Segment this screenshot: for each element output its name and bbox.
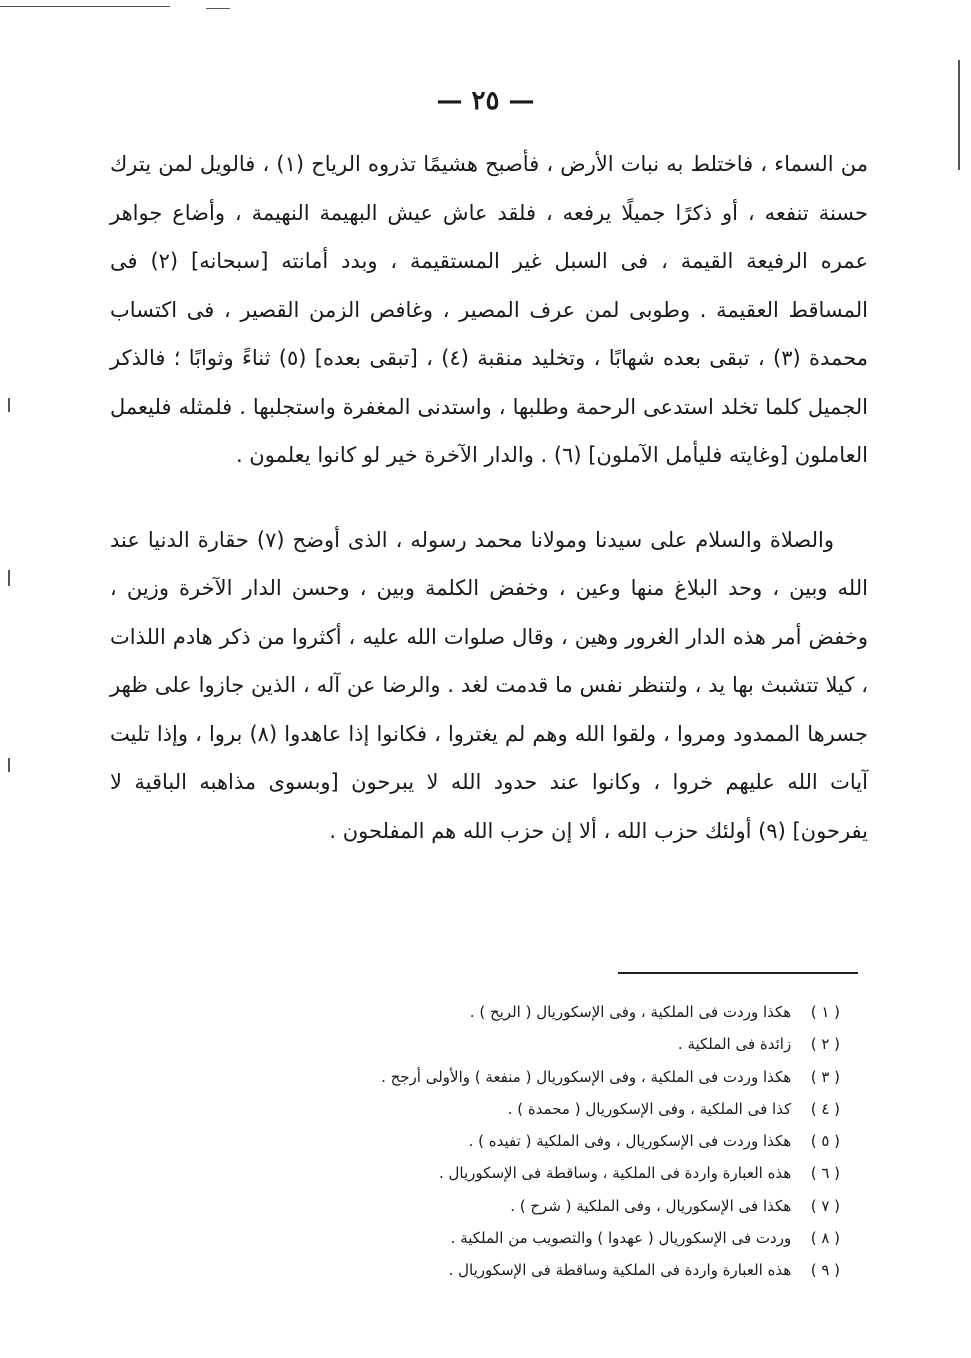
footnote-item — [200, 1093, 840, 1125]
main-text — [110, 140, 868, 855]
footnote-number: ( ٦ ) — [810, 1164, 840, 1183]
footnote-number: ( ٢ ) — [810, 1035, 840, 1054]
footnote-divider — [618, 972, 858, 974]
footnote-item — [200, 996, 840, 1028]
footnote-number: ( ١ ) — [810, 1003, 840, 1021]
footnote-item — [200, 1028, 840, 1060]
scan-line-top — [206, 8, 230, 9]
footnotes-list — [200, 996, 840, 1287]
paragraph-1: من السماء ، فاختلط به نبات الأرض ، فأصبح هشيمًا تذروه الرياح (١) ، فالويل لمن يترك حسنة تنفعه ، أو ذكرًا جميلًا يرفعه ، فلقد عاش عيش البهيمة النهيمة ، وأضاع جواهر عمره الرفيعة القيمة ، فى السبل غير المستقيمة ، وبدد أمانته [سبحانه] (٢) فى المساقط العقيمة . وطوبى لمن عرف المصير ، وغافص الزمن القصير ، فى اكتساب محمدة (٣) ، تبقى بعده شهابًا ، وتخليد منقبة (٤) ، [تبقى بعده] (٥) ثناءً وثوابًا ؛ فالذكر الجميل كلما تخلد استدعى الرحمة وطلبها ، واستدنى المغفرة واستجلبها . فلمثله فليعمل العاملون [وغايته فليأمل الآملون] (٦) . والدار الآخرة خير لو كانوا يعلمون . — [110, 152, 868, 467]
footnote-number: ( ٩ ) — [810, 1261, 840, 1280]
footnote-number: ( ٣ ) — [810, 1067, 840, 1086]
footnote-item — [200, 1190, 840, 1222]
scan-mark-left-3 — [8, 758, 10, 772]
footnote-text: هكذا وردت فى الملكية ، وفى الإسكوريال ( الريح ) . — [469, 1003, 792, 1021]
footnote-number: ( ٤ ) — [810, 1099, 840, 1118]
footnote-item — [200, 1125, 840, 1157]
scan-mark-left-2 — [8, 570, 10, 586]
footnote-number: ( ٥ ) — [810, 1132, 840, 1151]
footnote-text: هذه العبارة واردة فى الملكية وساقطة فى الإسكوريال . — [448, 1261, 792, 1280]
footnote-item — [200, 1061, 840, 1093]
footnote-number: ( ٧ ) — [810, 1196, 840, 1215]
footnote-text: هكذا وردت فى الملكية ، وفى الإسكوريال ( منفعة ) والأولى أرجح . — [381, 1067, 792, 1086]
footnote-text: وردت فى الإسكوريال ( عهدوا ) والتصويب من الملكية . — [450, 1229, 792, 1248]
footnote-text: زائدة فى الملكية . — [677, 1035, 792, 1054]
footnote-text: هكذا فى الإسكوريال ، وفى الملكية ( شرح ) . — [510, 1196, 792, 1215]
paragraph-2: والصلاة والسلام على سيدنا ومولانا محمد رسوله ، الذى أوضح (٧) حقارة الدنيا عند الله وبين ، وحد البلاغ منها وعين ، وخفض الكلمة وبين ، وحسن الدار الآخرة وزين ، وخفض أمر هذه الدار الغرور وهين ، وقال صلوات الله عليه ، أكثروا من ذكر هادم اللذات ، كيلا تتشبث بها يد ، ولتنظر نفس ما قدمت لغد . والرضا عن آله ، الذين جازوا على ظهر جسرها الممدود ومروا ، ولقوا الله وهم لم يغتروا ، فكانوا إذا عاهدوا (٨) بروا ، وإذا تليت آيات الله عليهم خروا ، وكانوا عند حدود الله لا يبرحون [وبسوى مذاهبه الباقية لا يفرحون] (٩) أولئك حزب الله ، ألا إن حزب الله هم المفلحون . — [110, 527, 868, 843]
footnote-text: كذا فى الملكية ، وفى الإسكوريال ( محمدة ) . — [507, 1099, 792, 1118]
scan-mark-left-1 — [8, 398, 10, 412]
footnote-text: هذه العبارة واردة فى الملكية ، وساقطة فى الإسكوريال . — [439, 1164, 792, 1183]
page-number: — ٢٥ — — [436, 86, 535, 116]
footnote-item — [200, 1222, 840, 1254]
footnote-item — [200, 1157, 840, 1189]
footnote-number: ( ٨ ) — [810, 1229, 840, 1248]
scan-line-top-left — [0, 6, 170, 7]
footnote-item — [200, 1254, 840, 1286]
footnote-text: هكذا وردت فى الإسكوريال ، وفى الملكية ( تفيده ) . — [468, 1132, 792, 1151]
